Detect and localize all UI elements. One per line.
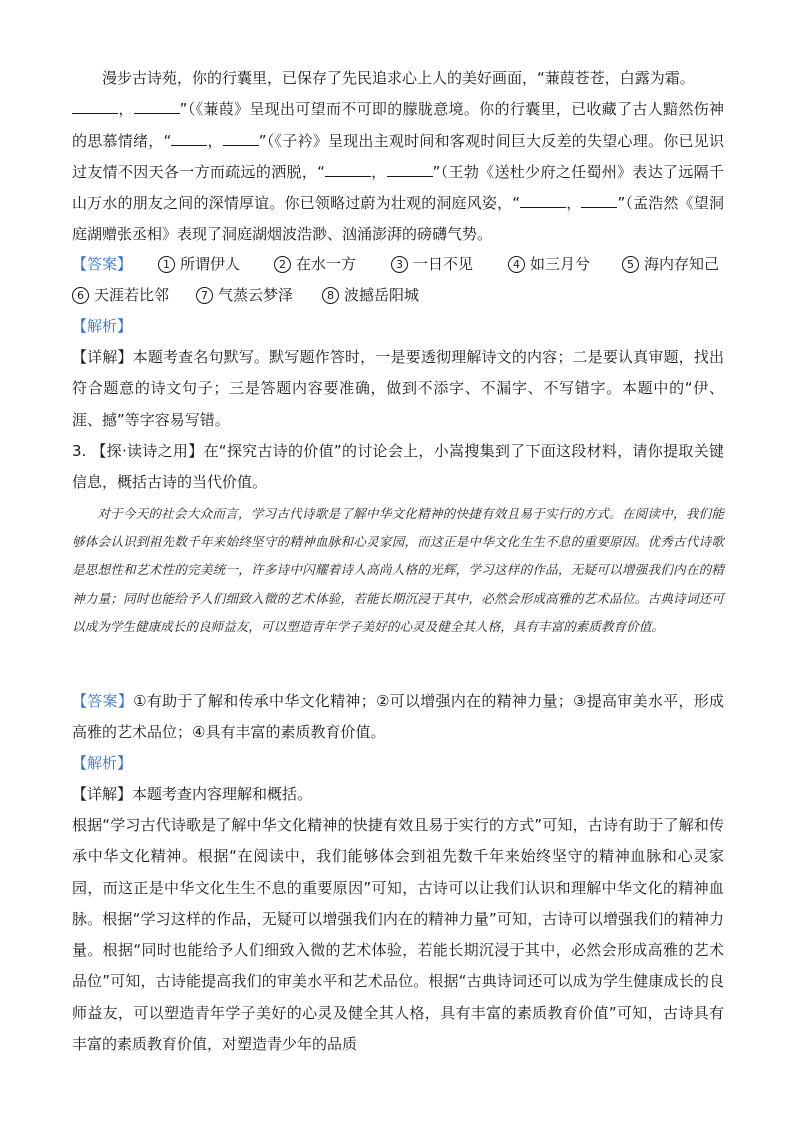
analysis-tag: 【解析】 xyxy=(72,754,133,772)
poetry-fill-paragraph: 漫步古诗苑，你的行囊里，已保存了先民追求心上人的美好画面，“蒹葭苍苍，白露为霜。 ， ”（《蒹葭》呈现出可望而不可即的朦胧意境。你的行囊里，已收藏了古人黯然伤神的思慕情绪，“ ， ”（《子衿》呈现出主观时间和客观时间巨大反差的失望心理。你已见识过友情不因天各一方而疏远的洒脱，“ ， ”（王勃《送杜少府之任蜀州》表达了远隔千山万水的朋友之间的深情厚谊。你已领略过蔚为壮观的洞庭风姿，“ ， ”（孟浩然《望洞庭湖赠张丞相》表现了洞庭湖烟波浩渺、汹涌澎湃的磅礴气势。 xyxy=(72,69,724,244)
blank-5 xyxy=(325,162,371,177)
blank-4 xyxy=(223,131,259,146)
answer-item: 3 一日不见 xyxy=(391,249,473,280)
analysis-3-body: 根据“学习古代诗歌是了解中华文化精神的快捷有效且易于实行的方式”可知，古诗有助于了解和传承中华文化精神。根据“在阅读中，我们能够体会到祖先数千年来始终坚守的精神血脉和心灵家园，而这正是中华文化生生不息的重要原因”可知，古诗可以让我们认识和理解中华文化的精神血脉。根据“学习这样的作品，无疑可以增强我们内在的精神力量”可知，古诗可以增强我们的精神力量。根据“同时也能给予人们细致入微的艺术体验，若能长期沉浸于其中，必然会形成高雅的艺术品位”可知，古诗能提高我们的审美水平和艺术品位。根据“古典诗词还可以成为学生健康成长的良师益友，可以塑造青年学子美好的心灵及健全其人格，具有丰富的素质教育价值”可知，古诗具有丰富的素质教育价值，对塑造青少年的品质 xyxy=(72,816,724,1054)
answer-3: 【答案】①有助于了解和传承中华文化精神；②可以增强内在的精神力量；③提高审美水平，形成高雅的艺术品位；④具有丰富的素质教育价值。 xyxy=(72,692,724,742)
blank-8 xyxy=(581,193,617,208)
answer-item: 8 波撼岳阳城 xyxy=(322,280,419,311)
answer-item: 4 如三月兮 xyxy=(508,249,590,280)
reading-material: 对于今天的社会大众而言，学习古代诗歌是了解中华文化精神的快捷有效且易于实行的方式。在阅读中，我们能够体会认识到祖先数千年来始终坚守的精神血脉和心灵家园，而这正是中华文化生生不息的重要原因。优秀古代诗歌是思想性和艺术性的完美统一，许多诗中闪耀着诗人高尚人格的光辉，学习这样的作品，无疑可以增强我们内在的精神力量；同时也能给予人们细致入微的艺术体验，若能长期沉浸于其中，必然会形成高雅的艺术品位。古典诗词还可以成为学生健康成长的良师益友，可以塑造青年学子美好的心灵及健全其人格，具有丰富的素质教育价值。 xyxy=(72,506,724,634)
answer-item: 2 在水一方 xyxy=(274,249,356,280)
analysis-tag: 【解析】 xyxy=(72,317,133,335)
blank-7 xyxy=(520,193,566,208)
answer-tag: 【答案】 xyxy=(72,255,133,273)
blank-1 xyxy=(72,99,118,114)
answer-item: 6 天涯若比邻 xyxy=(72,280,169,311)
blank-3 xyxy=(171,131,207,146)
analysis-3-detail: 【详解】本题考查内容理解和概括。 xyxy=(72,785,313,803)
answer-item: 5 海内存知己 xyxy=(622,249,719,280)
question-3: 3. 【探·读诗之用】在“探究古诗的价值”的讨论会上，小嵩搜集到了下面这段材料，请你提取关键信息，概括古诗的当代价值。 xyxy=(72,442,724,492)
blank-2 xyxy=(134,99,180,114)
answer-tag: 【答案】 xyxy=(72,692,134,710)
blank-6 xyxy=(387,162,433,177)
answer-item: 1 所谓伊人 xyxy=(158,249,240,280)
answer-item: 7 气蒸云梦泽 xyxy=(196,280,293,311)
analysis-1-detail: 【详解】本题考查名句默写。默写题作答时，一是要透彻理解诗文的内容；二是要认真审题，找出符合题意的诗文句子；三是答题内容要准确，做到不添字、不漏字、不写错字。本题中的“伊、涯、撼”等字容易写错。 xyxy=(72,348,724,429)
